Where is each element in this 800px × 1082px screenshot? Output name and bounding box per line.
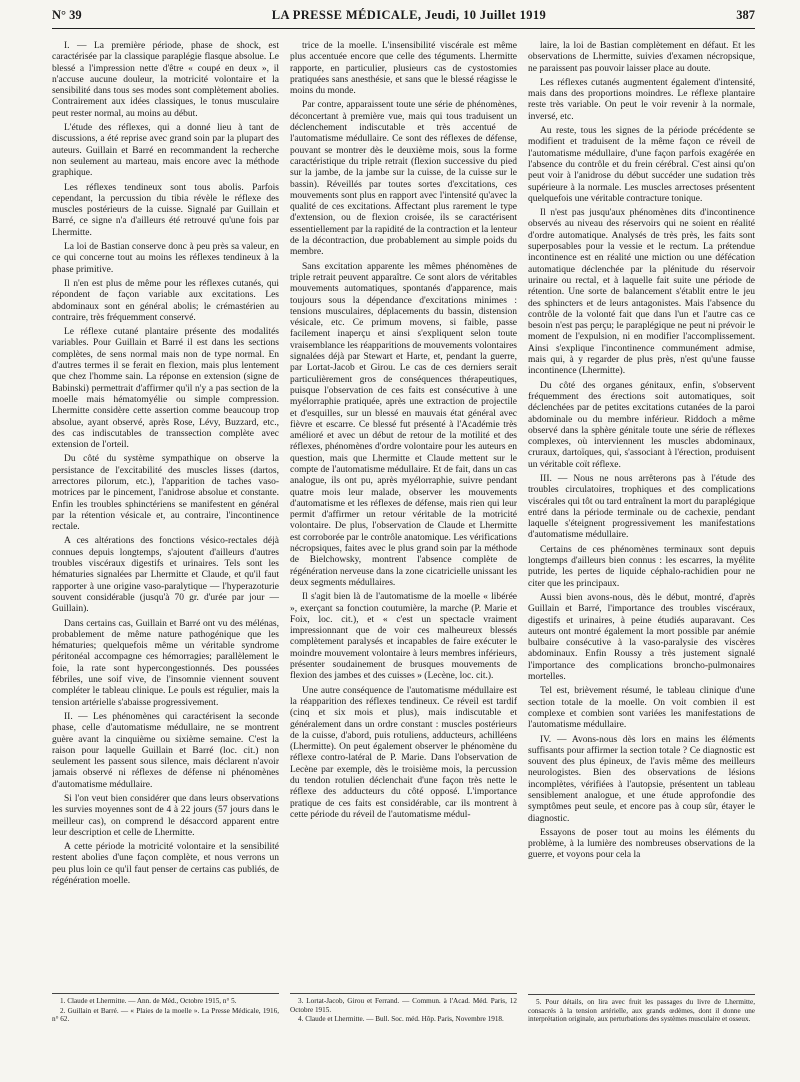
paragraph: trice de la moelle. L'insensibilité viscérale est même plus accentuée encore que celle des téguments. Lhermitte rapporte, en particulier, plusieurs cas de cystostomies pratiquées sans anesthésie, et sans que le blessé réagisse le moins du monde. xyxy=(290,41,517,97)
footnote: 2. Guillain et Barré. — « Plaies de la moelle ». La Presse Médicale, 1916, n° 62. xyxy=(52,1006,279,1024)
footnotes xyxy=(528,994,755,1025)
column-3 xyxy=(528,41,755,1025)
paragraph: Les réflexes cutanés augmentent également d'intensité, mais dans des proportions moindres. Le réflexe plantaire reste très variable. On peut le voir revenir à la normale, inversé, etc. xyxy=(528,77,755,122)
paragraph: Du côté des organes génitaux, enfin, s'observent fréquemment des érections soit automatiques, soit déclenchées par de petites excitations cutanées de la paroi abdominale ou du membre inférieur. Riddoch a même observé dans la sphère génitale toute une série de réflexes complexes, où interviennent les muscles abdominaux, cruraux, dartoïques, qui, s'associant à l'érection, produisent un véritable coït réflexe. xyxy=(528,380,755,470)
paragraph: A ces altérations des fonctions vésico-rectales déjà connues depuis longtemps, s'ajoutent d'ailleurs d'autres troubles viscéraux digestifs et urinaires. Tels sont les hématuries signalées par Lhermitte et Claude, et qu'il faut rapporter à une origine vaso-paralytique — l'hyperazoturie souvent considérable (jusqu'à 70 gr. d'urée par jour — Guillain). xyxy=(52,536,279,615)
paragraph: La loi de Bastian conserve donc à peu près sa valeur, en ce qui concerne tout au moins les réflexes tendineux à la phase primitive. xyxy=(52,242,279,275)
paragraph: Si l'on veut bien considérer que dans leurs observations les survies moyennes sont de 4 à 22 jours (57 jours dans le meilleur cas), on comprend le désaccord apparent entre leur description et celle de Lhermitte. xyxy=(52,794,279,838)
column-1 xyxy=(52,41,279,1025)
paragraph: Il n'en est plus de même pour les réflexes cutanés, qui répondent de façon variable aux excitations. Les abdominaux sont en général abolis; le crémastérien au contraire, très fréquemment conservé. xyxy=(52,278,279,323)
paragraph: IV. — Avons-nous dès lors en mains les éléments suffisants pour affirmer la section totale ? Ce diagnostic est souvent des plus épineux, de l'avis même des meilleurs neurologistes. Bien des observations de lésions incomplètes, vérifiées à l'autopsie, présentent un tableau sensiblement analogue, et une étude approfondie des symptômes peut seule, et encore pas à coup sûr, étayer le diagnostic. xyxy=(528,734,755,824)
journal-title: LA PRESSE MÉDICALE, Jeudi, 10 Juillet 1919 xyxy=(271,8,547,22)
paragraph: III. — Nous ne nous arrêterons pas à l'étude des troubles circulatoires, trophiques et des complications viscérales qui tôt ou tard entraînent la mort du paraplégique entré dans la période terminale ou de cachexie, pendant laquelle s'éteignent progressivement les manifestations d'automatisme médullaire. xyxy=(528,473,755,541)
page-header xyxy=(52,8,755,29)
issue-number: N° 39 xyxy=(52,8,82,22)
footnotes xyxy=(290,993,517,1025)
footnote: 5. Pour détails, on lira avec fruit les passages du livre de Lhermitte, consacrés à la tension artérielle, aux grands œdèmes, dont il donne une interprétation originale, aux perturbations des systèmes musculaire et osseux. xyxy=(528,998,755,1024)
text-columns xyxy=(52,41,755,1025)
paragraph: L'étude des réflexes, qui a donné lieu à tant de discussions, a été reprise avec grand soin par la plupart des auteurs. Guillain et Barré en recommandent la recherche non seulement au marteau, mais encore avec la méthode graphique. xyxy=(52,123,279,179)
paragraph: laire, la loi de Bastian complètement en défaut. Et les observations de Lhermitte, suivies d'examen nécropsique, ne paraissent pas pouvoir laisser place au doute. xyxy=(528,41,755,74)
paragraph: Une autre conséquence de l'automatisme médullaire est la réapparition des réflexes tendineux. Ce réveil est tardif (cinq et six mois et plus), mais indiscutable et généralement dans un ordre constant : muscles postérieurs de la cuisse, d'abord, puis rotuliens, adducteurs, achilléens (Lhermitte). On peut également observer le phénomène du réflexe contro-latéral de P. Marie. Dans l'observation de Lecène par exemple, dès le troisième mois, la percussion du tendon rotulien déclenchait d'une façon très nette le réflexe des adducteurs du côté opposé. L'importance pratique de ces faits est considérable, car ils montrent à cette période du réveil de l'automatisme médul- xyxy=(290,685,517,820)
column-2 xyxy=(290,41,517,1025)
footnote: 4. Claude et Lhermitte. — Bull. Soc. méd. Hôp. Paris, Novembre 1918. xyxy=(298,1015,504,1024)
paragraph: Essayons de poser tout au moins les éléments du problème, à la lumière des nombreuses observations de la guerre, et voyons pour cela la xyxy=(528,827,755,861)
paragraph: Certains de ces phénomènes terminaux sont depuis longtemps d'ailleurs bien connus : les escarres, la myélite putride, les pertes de liquide céphalo-rachidien pour ne citer que les principaux. xyxy=(528,544,755,589)
paragraph: Le réflexe cutané plantaire présente des modalités variables. Pour Guillain et Barré il est dans les sections complètes, de sens normal mais non de type normal. En d'autres termes il se ferait en flexion, mais plus lentement que chez l'homme sain. La réponse en extension (signe de Babinski) permettrait d'affirmer qu'il n'y a pas section de la moelle mais hématomyélie ou simple compression. Lhermitte considère cette assertion comme beaucoup trop absolue, ayant observé, après Rose, Lévy, Buzzard, etc., des cas indiscutables de transsection complète avec extension de l'orteil. xyxy=(52,327,279,451)
paragraph: Les réflexes tendineux sont tous abolis. Parfois cependant, la percussion du tibia révèle le réflexe des muscles postérieurs de la cuisse. Signalé par Guillain et Barré, ce signe n'a d'ailleurs été retrouvé qu'une fois par Lhermitte. xyxy=(52,182,279,238)
page-number: 387 xyxy=(736,8,755,22)
footnote: 1. Claude et Lhermitte. — Ann. de Méd., Octobre 1915, n° 5. xyxy=(60,997,237,1006)
paragraph: Il n'est pas jusqu'aux phénomènes dits d'incontinence observés au niveau des réservoirs qui ne soient en réalité d'ordre automatique. Analysés de très près, les faits sont superposables pour la vessie et le rectum. La prétendue incontinence est en réalité une miction ou une défécation automatique déclenchée par la plénitude du réservoir urinaire ou rectal, et à laquelle fait suite une période de rétention. Une sorte de balancement s'établit entre le jeu des sphincters et de leurs antagonistes. Mais l'absence du contrôle de la volonté fait que dans l'un et l'autre cas ce besoin n'est pas perçu; le paraplégique ne peut ni prévoir le moment de l'expulsion, ni en modifier l'accomplissement. Ainsi s'explique l'incontinence communément admise, mais qui, à y regarder de plus près, n'est qu'une fausse incontinence (Lhermitte). xyxy=(528,208,755,377)
paragraph: A cette période la motricité volontaire et la sensibilité restent abolies d'une façon complète, et nous verrons un peu plus loin ce qu'il faut penser de certains cas publiés, de régénération moelle. xyxy=(52,842,279,887)
paragraph: Sans excitation apparente les mêmes phénomènes de triple retrait peuvent apparaître. Ce sont alors de véritables mouvements automatiques, spontanés d'apparence, mais toujours sous la dépendance d'excitations minimes : tensions musculaires, déplacements du bassin, distension vésicale, etc. Ce primum movens, si faible, passe facilement inaperçu et ainsi s'expliquent selon toute vraisemblance les réapparitions de mouvements volontaires signalées déjà par Stewart et Harte, et, pendant la guerre, par Lortat-Jacob et Girou. Le cas de ces derniers serait particulièrement gros de conséquences thérapeutiques, puisque l'observation de ces faits est consécutive à une myélorraphie pratiquée, après une extraction de projectile et d'esquilles, sur un blessé en mauvais état général avec fièvre et escarre. Ce blessé fut présenté à l'Académie très amélioré et avec un début de retour de la motilité et des réflexes, phénomènes d'ordre volontaire pour les auteurs en question, mais que Lhermitte et Claude mettent sur le compte de l'automatisme médullaire. Et de fait, dans un cas analogue, ils ont pu, après myélorraphie, suivre pendant quatre mois leur malade, observer les mouvements d'automatisme et les réflexes de défense, mais rien qui leur permit d'affirmer un retour véritable de la motricité volontaire. De plus, l'observation de Claude et Lhermitte est corroborée par le contrôle anatomique. Les vérifications nécropsiques, faites avec le plus grand soin par la méthode de Bielchowsky, montrent l'absence complète de régénération nerveuse dans la zone cicatricielle unissant les deux segments médullaires. xyxy=(290,261,517,588)
paragraph: Il s'agit bien là de l'automatisme de la moelle « libérée », exerçant sa fonction coutumière, la marche (P. Marie et Foix, loc. cit.), et « c'est un spectacle vraiment impressionnant que de voir ces malheureux blessés complètement paralysés et incapables de faire exécuter le moindre mouvement volontaire à leurs membres inférieurs, présenter soudainement de brusques mouvements de flexion des jambes et des cuisses » (Lecène, loc. cit.). xyxy=(290,592,517,682)
paragraph: Aussi bien avons-nous, dès le début, montré, d'après Guillain et Barré, l'importance des troubles viscéraux, digestifs et urinaires, à peine étudiés auparavant. Ces auteurs ont montré également la mort possible par anémie bulbaire consécutive à la vaso-paralysie des viscères abdominaux. Enfin Roussy a très justement signalé l'importance des complications broncho-pulmonaires mortelles. xyxy=(528,592,755,683)
paragraph: Dans certains cas, Guillain et Barré ont vu des mélénas, probablement de même nature pathogénique que les hématuries; quelquefois même un véritable syndrome péritonéal accompagne ces hémorragies; parallèlement le foie, la rate sont hypercongestionnés. Des poussées fébriles, une soif vive, de l'insomnie viennent souvent compléter le tableau clinique. Le pouls est régulier, mais la tension artérielle s'abaisse progressivement. xyxy=(52,618,279,708)
footnote: 3. Lortat-Jacob, Girou et Ferrand. — Commun. à l'Acad. Méd. Paris, 12 Octobre 1915. xyxy=(290,997,517,1014)
paragraph: Du côté du système sympathique on observe la persistance de l'excitabilité des muscles lisses (dartos, arrectores pilorum, etc.), l'apparition de taches vaso-motrices par le pincement, l'anidrose absolue et constante. Enfin les troubles sphinctériens se manifestent en général par la rétention vésicale et, au contraire, l'incontinence rectale. xyxy=(52,454,279,533)
paragraph: Tel est, brièvement résumé, le tableau clinique d'une section totale de la moelle. On voit combien il est complexe et combien sont variées les manifestations de l'automatisme médullaire. xyxy=(528,686,755,731)
paragraph: II. — Les phénomènes qui caractérisent la seconde phase, celle d'automatisme médullaire, ne se montrent guère avant la cinquième ou sixième semaine. C'est la raison pour laquelle Guillain et Barré (loc. cit.) non seulement les passent sous silence, mais déclarent n'avoir jamais observé ni réflexes de défense ni phénomènes d'automatisme médullaire. xyxy=(52,711,279,790)
paragraph: Par contre, apparaissent toute une série de phénomènes, déconcertant à première vue, mais qui tous traduisent un déclenchement indiscutable et très accentué de l'automatisme médullaire. Ce sont des réflexes de défense, pouvant se montrer dès le deuxième mois, sous la forme caractéristique du triple retrait (flexion successive du pied sur la jambe, de la jambe sur la cuisse, de la cuisse sur le bassin). Réveillés par toutes sortes d'excitations, ces mouvements sont plus en rapport avec l'intensité qu'avec la qualité de ces excitations. Affectant plus rarement le type d'extension, ou de flexion croisée, ils se caractérisent essentiellement par la rapidité de la contraction et la lenteur de la décontraction, due probablement au simple poids du membre. xyxy=(290,100,517,258)
footnotes xyxy=(52,993,279,1025)
paragraph: Au reste, tous les signes de la période précédente se modifient et traduisent de la même façon ce réveil de l'automatisme médullaire, d'une façon parfois exagérée en l'absence du contrôle et du frein cérébral. C'est ainsi qu'on peut voir à l'anidrose du début succéder une sudation très supérieure à la normale. Les muscles arrectoses présentent quelquefois une véritable contracture tonique. xyxy=(528,126,755,204)
paragraph: I. — La première période, phase de shock, est caractérisée par la classique paraplégie flasque absolue. Le blessé a l'impression nette d'être « coupé en deux », il n'accuse aucune douleur, la motricité volontaire et la sensibilité dans tous ses modes sont complètement abolies. Contrairement aux idées classiques, le tonus musculaire peut rester normal, au moins au début. xyxy=(52,41,279,119)
